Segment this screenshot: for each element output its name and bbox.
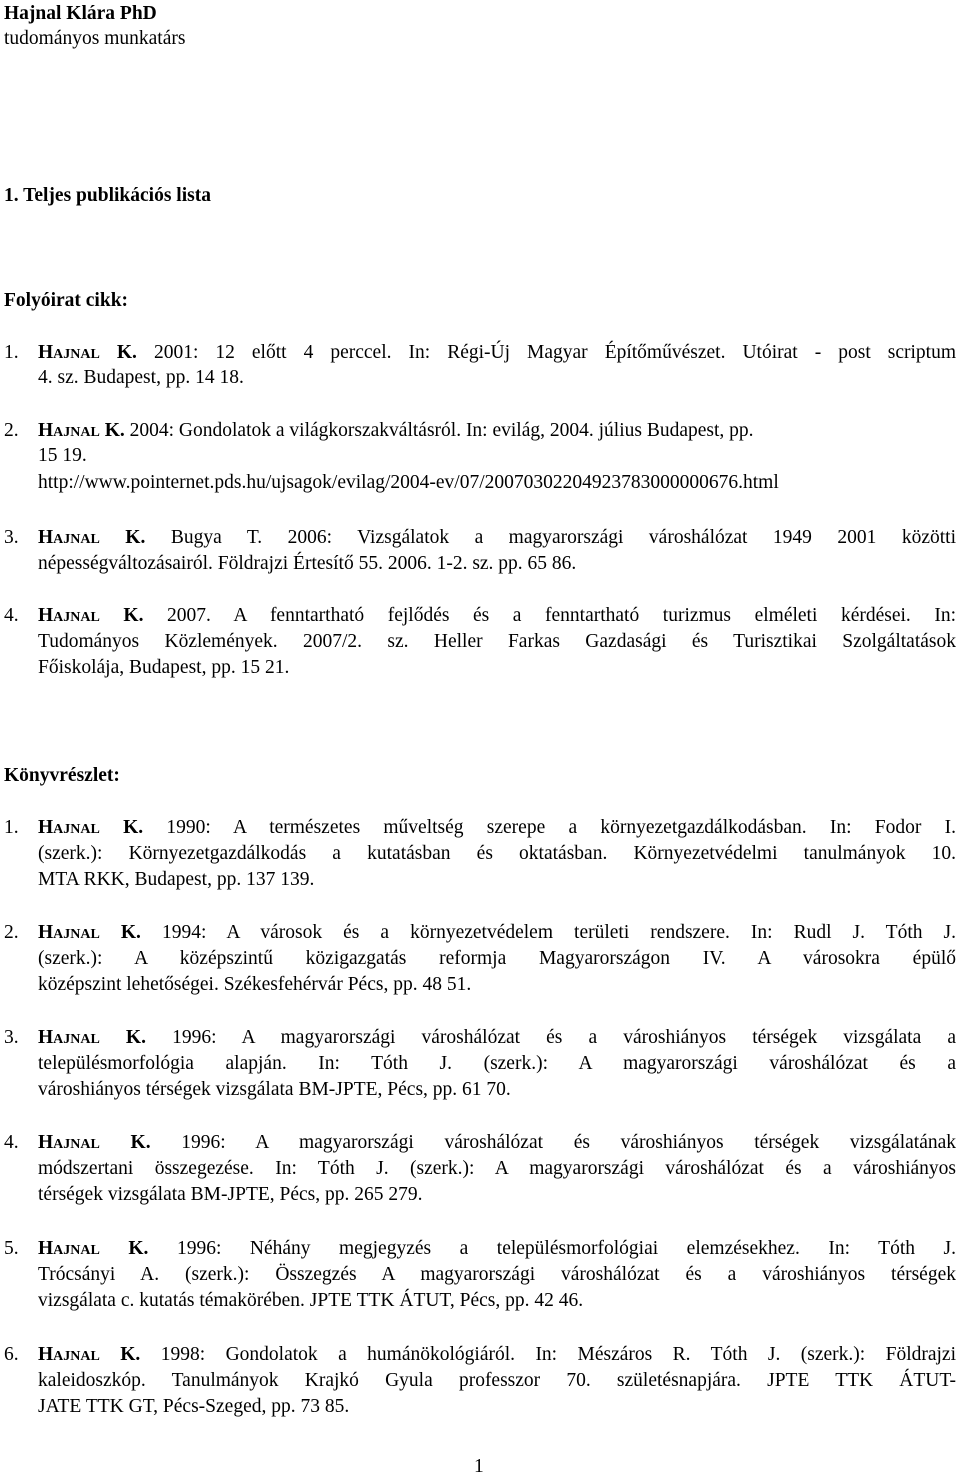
journal-entry-1-line-1: Hajnal K. 2001: 12 előtt 4 perccel. In: Régi-Új Magyar Építőművészet. Utóirat - post scriptum (38, 342, 956, 363)
book-entry-2-line-1: Hajnal K. 1994: A városok és a környezetvédelem területi rendszere. In: Rudl J. Tóth J. (38, 922, 956, 943)
author-name: Hajnal Klára PhD (4, 3, 157, 24)
book-entry-5-line-1: Hajnal K. 1996: Néhány megjegyzés a településmorfológiai elemzésekhez. In: Tóth J. (38, 1238, 956, 1259)
book-entry-4-line-3: térségek vizsgálata BM-JPTE, Pécs, pp. 265 279. (38, 1184, 423, 1205)
journal-entry-2-line-2: 15 19. (38, 445, 87, 466)
book-entry-5-line-3: vizsgálata c. kutatás témakörében. JPTE TTK ÁTUT, Pécs, pp. 42 46. (38, 1290, 584, 1311)
book-entry-number: 5. (4, 1238, 19, 1259)
book-entry-6-line-2: kaleidoszkóp. Tanulmányok Krajkó Gyula professzor 70. születésnapjára. JPTE TTK ÁTUT- (38, 1370, 956, 1391)
book-entry-4-line-1: Hajnal K. 1996: A magyarországi városhálózat és városhiányos térségek vizsgálatának (38, 1132, 956, 1153)
book-entry-2-line-3: középszint lehetőségei. Székesfehérvár Pécs, pp. 48 51. (38, 974, 472, 995)
journal-entry-4-line-3: Főiskolája, Budapest, pp. 15 21. (38, 657, 290, 678)
journal-entry-3-line-2: népességváltozásairól. Földrajzi Értesítő 55. 2006. 1-2. sz. pp. 65 86. (38, 553, 577, 574)
author-title: tudományos munkatárs (4, 28, 186, 49)
author-name: Hajnal K. (38, 1132, 151, 1153)
journal-entry-4-line-1: Hajnal K. 2007. A fenntartható fejlődés és a fenntartható turizmus elméleti kérdései. In: (38, 605, 957, 626)
book-entry-number: 4. (4, 1132, 19, 1153)
author-name: Hajnal K. (38, 342, 137, 363)
book-entry-3-line-2: településmorfológia alapján. In: Tóth J. (szerk.): A magyarországi városhálózat és a (38, 1053, 956, 1074)
section-heading: 1. Teljes publikációs lista (4, 185, 211, 206)
book-entry-1-line-1: Hajnal K. 1990: A természetes műveltség szerepe a környezetgazdálkodásban. In: Fodor I. (38, 817, 956, 838)
journal-entry-4-line-2: Tudományos Közlemények. 2007/2. sz. Heller Farkas Gazdasági és Turisztikai Szolgáltatások (38, 631, 956, 652)
book-entry-1-line-2: (szerk.): Környezetgazdálkodás a kutatásban és oktatásban. Környezetvédelmi tanulmányok 10. (38, 843, 956, 864)
page-number: 1 (474, 1456, 484, 1477)
author-name: Hajnal K. (38, 1027, 146, 1048)
author-name: Hajnal K. (38, 1238, 149, 1259)
book-entry-number: 6. (4, 1344, 19, 1365)
journal-entry-3-line-1: Hajnal K. Bugya T. 2006: Vizsgálatok a magyarországi városhálózat 1949 2001 közötti (38, 527, 956, 548)
journal-entry-1-line-2: 4. sz. Budapest, pp. 14 18. (38, 367, 244, 388)
author-name: Hajnal K. (38, 1344, 141, 1365)
journal-entry-2-url[interactable]: http://www.pointernet.pds.hu/ujsagok/evilag/2004-ev/07/20070302204923783000000676.html (38, 472, 779, 493)
author-name: Hajnal K. (38, 420, 125, 441)
journal-entry-2-line-1: Hajnal K. 2004: Gondolatok a világkorszakváltásról. In: evilág, 2004. július Budapest, pp. (38, 420, 754, 441)
author-name: Hajnal K. (38, 817, 144, 838)
book-entry-3-line-1: Hajnal K. 1996: A magyarországi városhálózat és a városhiányos térségek vizsgálata a (38, 1027, 957, 1048)
author-name: Hajnal K. (38, 605, 144, 626)
journal-entry-number: 3. (4, 527, 19, 548)
journal-entry-number: 4. (4, 605, 19, 626)
book-entry-6-line-1: Hajnal K. 1998: Gondolatok a humánökológiáról. In: Mészáros R. Tóth J. (szerk.): Földrajzi (38, 1344, 957, 1365)
book-entry-5-line-2: Trócsányi A. (szerk.): Összegzés A magyarországi városhálózat és a városhiányos térségek (38, 1264, 956, 1285)
category-heading-book-chapter: Könyvrészlet: (4, 765, 120, 786)
book-entry-3-line-3: városhiányos térségek vizsgálata BM-JPTE, Pécs, pp. 61 70. (38, 1079, 511, 1100)
author-name: Hajnal K. (38, 922, 141, 943)
book-entry-4-line-2: módszertani összegezése. In: Tóth J. (szerk.): A magyarországi városhálózat és a városhiányos (38, 1158, 956, 1179)
journal-entry-number: 1. (4, 342, 19, 363)
book-entry-number: 3. (4, 1027, 19, 1048)
book-entry-number: 2. (4, 922, 19, 943)
author-name: Hajnal K. (38, 527, 146, 548)
book-entry-6-line-3: JATE TTK GT, Pécs-Szeged, pp. 73 85. (38, 1396, 350, 1417)
category-heading-journal: Folyóirat cikk: (4, 290, 129, 311)
book-entry-1-line-3: MTA RKK, Budapest, pp. 137 139. (38, 869, 315, 890)
journal-entry-number: 2. (4, 420, 19, 441)
book-entry-number: 1. (4, 817, 19, 838)
book-entry-2-line-2: (szerk.): A középszintű közigazgatás reformja Magyarországon IV. A városokra épülő (38, 948, 956, 969)
